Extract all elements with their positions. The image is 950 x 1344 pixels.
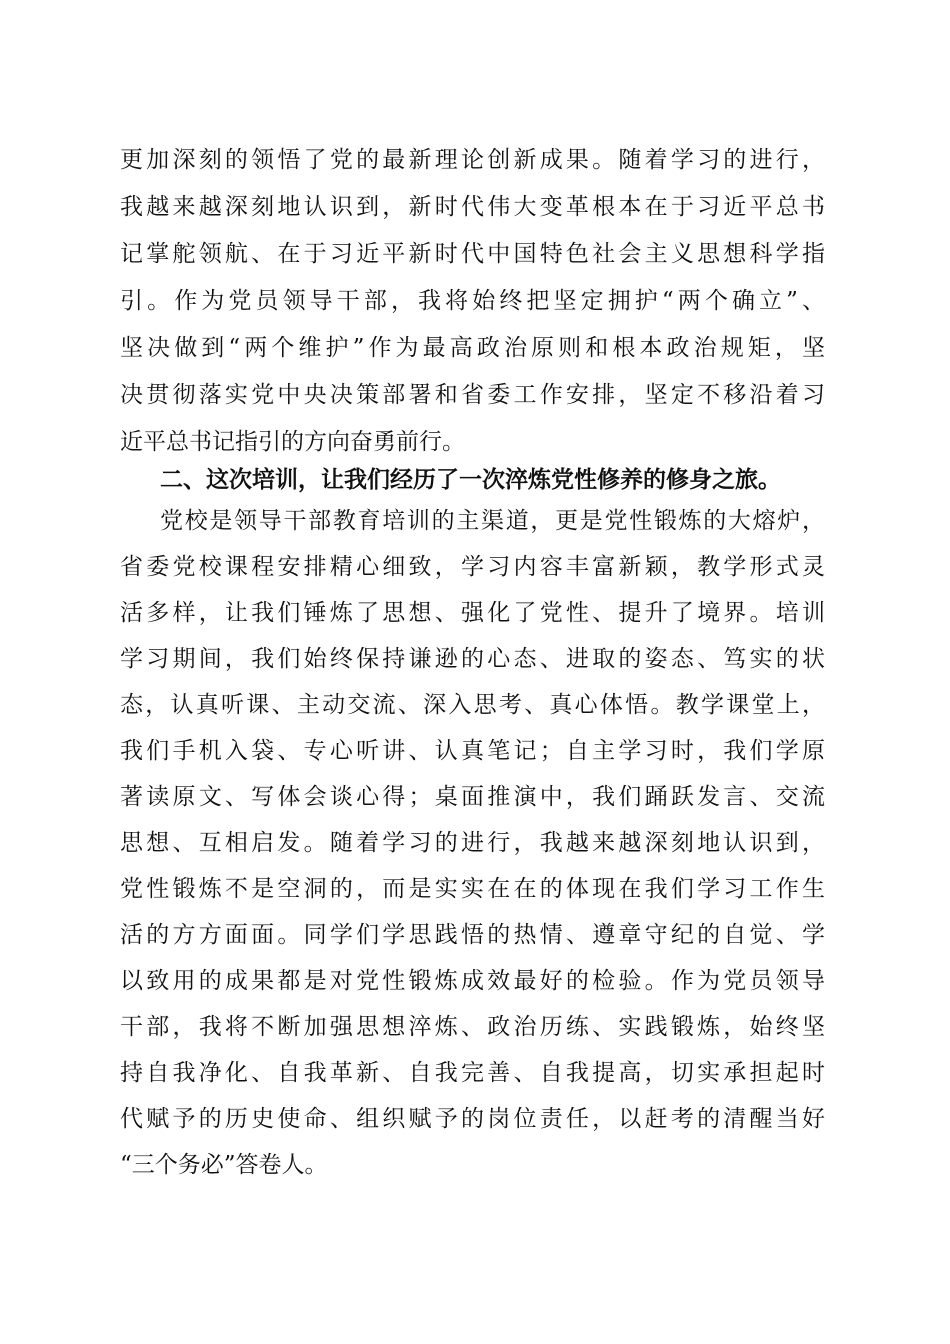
text-line: 记掌舵领航、在于习近平新时代中国特色社会主义思想科学指	[120, 241, 825, 267]
text-line: 省委党校课程安排精心细致，学习内容丰富新颖，教学形式灵	[120, 554, 825, 580]
text-line: 坚决做到“两个维护”作为最高政治原则和根本政治规矩，坚	[120, 335, 825, 361]
text-line: 思想、互相启发。随着学习的进行，我越来越深刻地认识到，	[120, 830, 825, 856]
text-line: 著读原文、写体会谈心得；桌面推演中，我们踊跃发言、交流	[120, 784, 825, 810]
text-line: 我越来越深刻地认识到，新时代伟大变革根本在于习近平总书	[120, 194, 825, 220]
text-line: 持自我净化、自我革新、自我完善、自我提高，切实承担起时	[120, 1060, 825, 1086]
text-line: 更加深刻的领悟了党的最新理论创新成果。随着学习的进行，	[120, 147, 825, 173]
text-line: 态，认真听课、主动交流、深入思考、真心体悟。教学课堂上，	[120, 692, 825, 718]
text-line: 我们手机入袋、专心听讲、认真笔记；自主学习时，我们学原	[120, 738, 825, 764]
text-line: 决贯彻落实党中央决策部署和省委工作安排，坚定不移沿着习	[120, 382, 825, 408]
text-line: 党校是领导干部教育培训的主渠道，更是党性锻炼的大熔炉，	[160, 508, 825, 534]
section-heading: 二、这次培训，让我们经历了一次淬炼党性修养的修身之旅。	[160, 466, 781, 493]
text-line: 代赋予的历史使命、组织赋予的岗位责任，以赶考的清醒当好	[120, 1106, 825, 1132]
text-line: 近平总书记指引的方向奋勇前行。	[120, 429, 465, 455]
text-line: 引。作为党员领导干部，我将始终把坚定拥护“两个确立”、	[120, 288, 825, 314]
text-line: 活的方方面面。同学们学思践悟的热情、遵章守纪的自觉、学	[120, 922, 825, 948]
text-line: 学习期间，我们始终保持谦逊的心态、进取的姿态、笃实的状	[120, 646, 825, 672]
text-line: 活多样，让我们锤炼了思想、强化了党性、提升了境界。培训	[120, 600, 825, 626]
text-line: 党性锻炼不是空洞的，而是实实在在的体现在我们学习工作生	[120, 876, 825, 902]
text-line: 干部，我将不断加强思想淬炼、政治历练、实践锻炼，始终坚	[120, 1014, 825, 1040]
text-line: “三个务必”答卷人。	[120, 1152, 328, 1178]
text-line: 以致用的成果都是对党性锻炼成效最好的检验。作为党员领导	[120, 968, 825, 994]
